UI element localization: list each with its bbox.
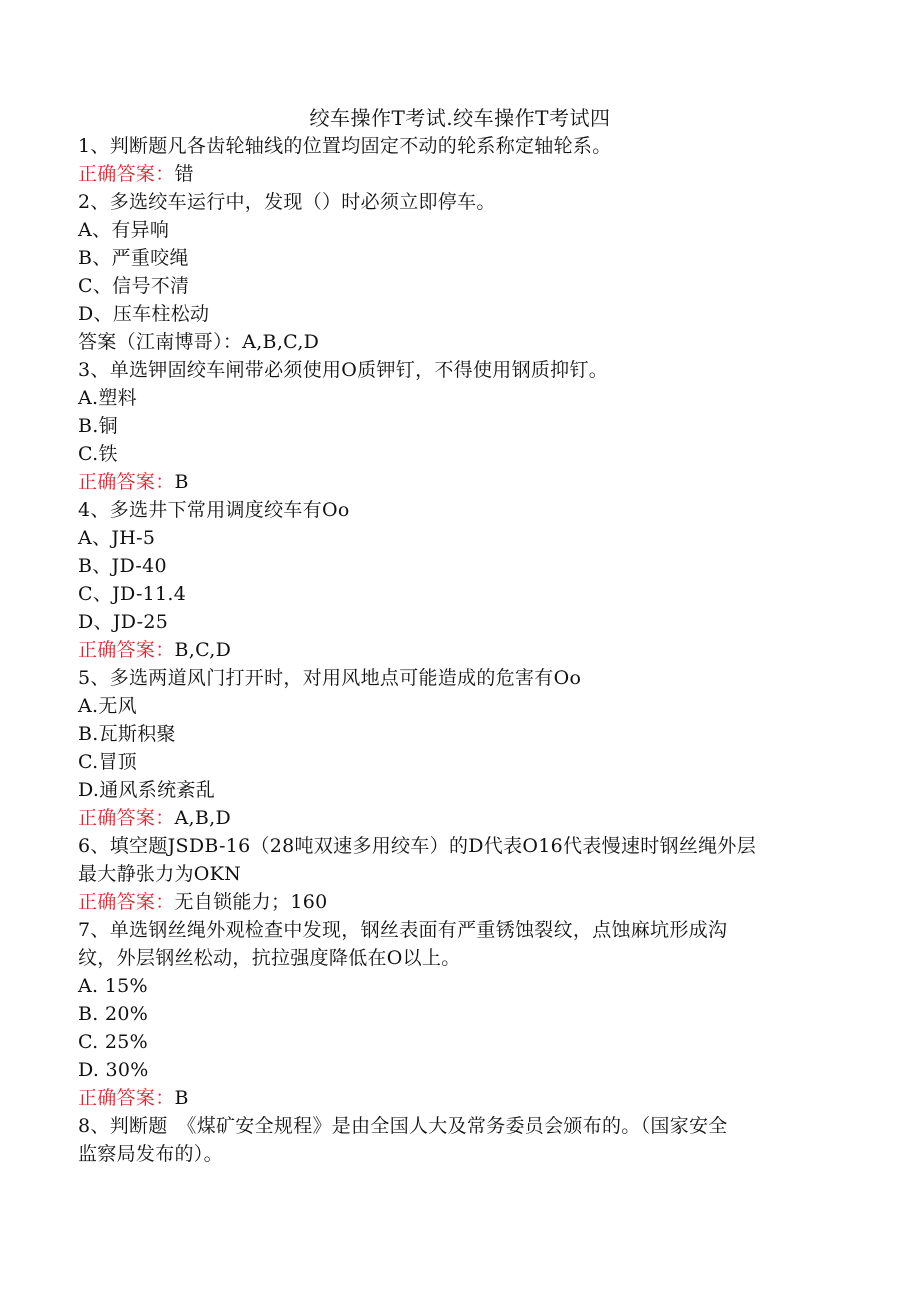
answer-value: 无自锁能力；160 bbox=[174, 891, 328, 913]
question-6 bbox=[78, 832, 848, 916]
question-8-text-line-2: 监察局发布的）。 bbox=[78, 1143, 223, 1165]
question-1-text: 1、判断题凡各齿轮轴线的位置均固定不动的轮系称定轴轮系。 bbox=[78, 135, 612, 157]
question-5-answer bbox=[78, 804, 848, 832]
document-title: 绞车操作T考试.绞车操作T考试四 bbox=[309, 106, 611, 130]
question-7-text-line-1: 7、单选钢丝绳外观检查中发现，钢丝表面有严重锈蚀裂纹，点蚀麻坑形成沟 bbox=[78, 919, 728, 941]
question-5-option-c: C.冒顶 bbox=[78, 751, 138, 773]
question-1-answer bbox=[78, 160, 848, 188]
question-1 bbox=[78, 132, 848, 188]
question-3-answer bbox=[78, 468, 848, 496]
answer-label: 正确答案： bbox=[78, 807, 175, 829]
question-4-answer bbox=[78, 636, 848, 664]
answer-label: 正确答案： bbox=[78, 639, 175, 661]
question-5-option-d: D.通风系统紊乱 bbox=[78, 779, 215, 801]
question-4-text: 4、多选井下常用调度绞车有Oo bbox=[78, 499, 350, 521]
question-2-option-b: B、严重咬绳 bbox=[78, 247, 189, 269]
answer-label: 正确答案： bbox=[78, 471, 175, 493]
answer-label: 正确答案： bbox=[78, 891, 175, 913]
question-3-option-c: C.铁 bbox=[78, 443, 118, 465]
question-6-text-line-2: 最大静张力为OKN bbox=[78, 863, 242, 885]
question-4-option-b: B、JD-40 bbox=[78, 555, 167, 577]
question-3-text: 3、单选钾固绞车闸带必须使用O质钾钉，不得使用钢质抑钉。 bbox=[78, 359, 609, 381]
question-7-option-b: B. 20% bbox=[78, 1003, 149, 1025]
question-7 bbox=[78, 916, 848, 1112]
question-3-option-b: B.铜 bbox=[78, 415, 118, 437]
question-3 bbox=[78, 356, 848, 496]
answer-label: 正确答案： bbox=[78, 1087, 175, 1109]
answer-value: B bbox=[174, 1087, 189, 1109]
question-list bbox=[78, 132, 848, 1168]
question-5 bbox=[78, 664, 848, 832]
question-6-answer bbox=[78, 888, 848, 916]
question-7-answer bbox=[78, 1084, 848, 1112]
question-2-option-c: C、信号不清 bbox=[78, 275, 190, 297]
question-7-option-d: D. 30% bbox=[78, 1059, 149, 1081]
question-2-option-a: A、有异响 bbox=[78, 219, 170, 241]
question-4-option-a: A、JH-5 bbox=[78, 527, 156, 549]
question-2-option-d: D、压车柱松动 bbox=[78, 303, 210, 325]
answer-value: A,B,D bbox=[174, 807, 232, 829]
question-8-text-line-1: 8、判断题 《煤矿安全规程》是由全国人大及常务委员会颁布的。（国家安全 bbox=[78, 1115, 728, 1137]
question-4 bbox=[78, 496, 848, 664]
question-7-text-line-2: 纹，外层钢丝松动，抗拉强度降低在O以上。 bbox=[78, 947, 461, 969]
question-4-option-d: D、JD-25 bbox=[78, 611, 169, 633]
question-6-text-line-1: 6、填空题JSDB-16（28吨双速多用绞车）的D代表O16代表慢速时钢丝绳外层 bbox=[78, 835, 757, 857]
answer-value: B,C,D bbox=[174, 639, 232, 661]
question-2-answer: 答案（江南博哥）：A,B,C,D bbox=[78, 331, 320, 353]
question-4-option-c: C、JD-11.4 bbox=[78, 583, 187, 605]
question-8 bbox=[78, 1112, 848, 1168]
question-7-option-a: A. 15% bbox=[78, 975, 148, 997]
answer-value: 错 bbox=[174, 163, 194, 185]
answer-value: B bbox=[174, 471, 189, 493]
question-5-option-a: A.无风 bbox=[78, 695, 137, 717]
question-2 bbox=[78, 188, 848, 356]
question-3-option-a: A.塑料 bbox=[78, 387, 137, 409]
question-5-option-b: B.瓦斯积聚 bbox=[78, 723, 176, 745]
question-2-text: 2、多选绞车运行中，发现（）时必须立即停车。 bbox=[78, 191, 496, 213]
question-7-option-c: C. 25% bbox=[78, 1031, 148, 1053]
answer-label: 正确答案： bbox=[78, 163, 175, 185]
question-5-text: 5、多选两道风门打开时，对用风地点可能造成的危害有Oo bbox=[78, 667, 582, 689]
